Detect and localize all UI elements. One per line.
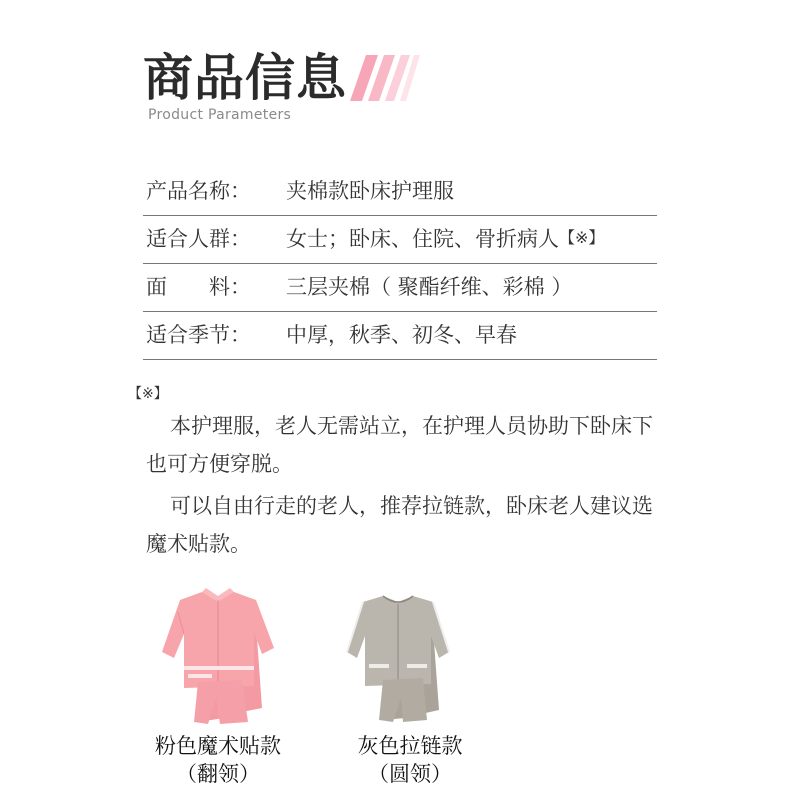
params-table	[143, 168, 657, 360]
reference-mark: 【※】	[559, 228, 605, 247]
product-name: 粉色魔术贴款	[155, 734, 281, 758]
param-value: 夹棉款卧床护理服	[286, 179, 454, 203]
param-row	[143, 264, 657, 312]
param-row	[143, 168, 657, 216]
param-row	[143, 216, 657, 264]
gray-garment-image	[343, 592, 453, 722]
param-row	[143, 312, 657, 360]
param-value: 三层夹棉（ 聚酯纤维、彩棉 ）	[286, 275, 573, 299]
param-value: 中厚，秋季、初冬、早春	[286, 323, 517, 347]
param-label: 产品名称：	[146, 179, 251, 203]
param-label: 适合季节：	[146, 323, 251, 347]
product-collar: （圆领）	[368, 762, 452, 786]
note-mark: 【※】	[128, 386, 168, 402]
section-subtitle: Product Parameters	[148, 107, 292, 123]
decorative-stripes-icon	[350, 55, 420, 101]
section-title: 商品信息	[143, 49, 347, 107]
product-name: 灰色拉链款	[357, 734, 463, 758]
product-caption-pink	[128, 732, 308, 788]
pink-garment-image	[158, 588, 280, 724]
param-label: 适合人群：	[146, 227, 251, 251]
product-caption-gray	[320, 732, 500, 788]
note-paragraph: 可以自由行走的老人，推荐拉链款，卧床老人建议选魔术贴款。	[146, 494, 653, 556]
note-paragraph: 本护理服，老人无需站立，在护理人员协助下卧床下也可方便穿脱。	[146, 414, 653, 476]
param-label: 面 料：	[146, 275, 251, 299]
param-value: 女士；卧床、住院、骨折病人【※】	[286, 227, 605, 251]
product-collar: （翻领）	[176, 762, 260, 786]
